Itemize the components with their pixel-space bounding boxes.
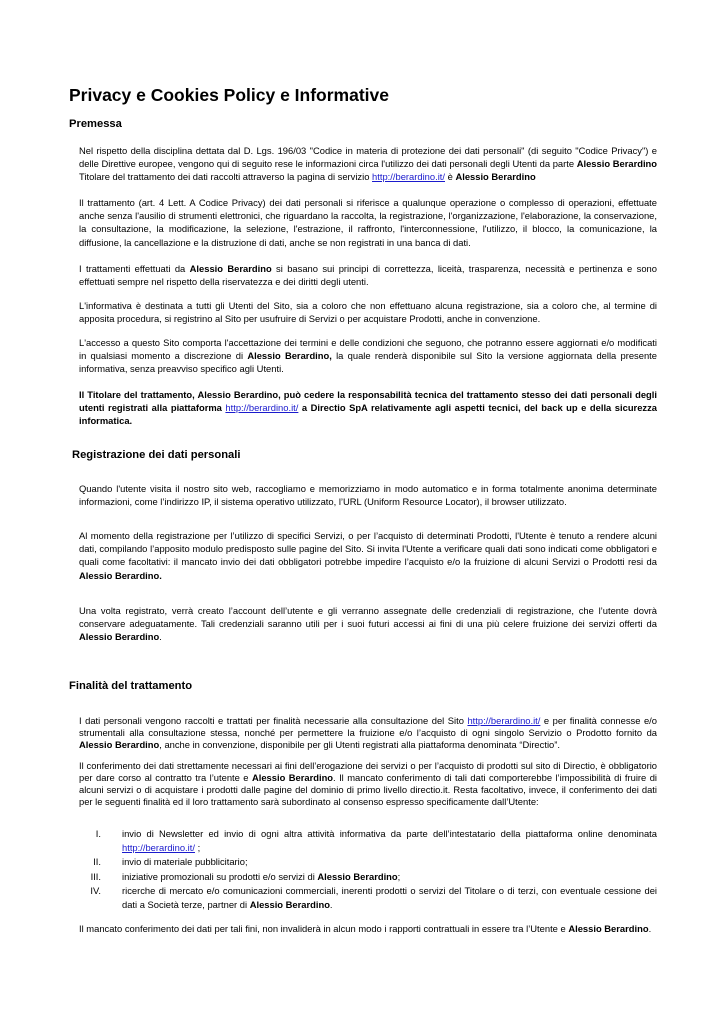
bold-text: Alessio Berardino <box>79 739 160 750</box>
text: invio di materiale pubblicitario; <box>122 856 248 868</box>
site-link[interactable]: http://berardino.it/ <box>467 715 541 726</box>
list-item <box>79 870 657 884</box>
list-item <box>79 855 657 869</box>
paragraph-finalita-1 <box>79 715 657 751</box>
site-link[interactable]: http://berardino.it/ <box>225 402 299 414</box>
text: I trattamenti effettuati da <box>79 263 190 274</box>
purpose-list <box>79 827 657 912</box>
text: . Il mancato conferimento di tali dati comporterebbe l’impossibilità di fruire di alcuni servizi o di acquistare i prodotti dalle pagine del dominio di primo livello directio.it. Resta facoltativo, invece, il conferimento dei dati per le seguenti finalità ed il loro trattamento sarà subordinato al consenso espresso specificamente dall’Utente: <box>79 772 657 807</box>
text: Titolare del trattamento dei dati raccolti attraverso la pagina di servizio <box>79 171 373 183</box>
text: . <box>159 631 162 643</box>
text: è <box>445 171 456 183</box>
site-link[interactable]: http://berardino.it/ <box>372 171 445 183</box>
text: iniziative promozionali su prodotti e/o servizi di <box>122 870 318 882</box>
text: . <box>329 899 333 911</box>
list-number: IV. <box>90 884 101 896</box>
text: , anche in convenzione, disponibile per gli Utenti registrati alla piattaforma denominata “Directio”. <box>159 739 560 750</box>
list-item <box>79 827 657 855</box>
bold-text: Alessio Berardino <box>576 158 657 170</box>
text: Il conferimento dei dati strettamente necessari ai fini dell’erogazione dei servizi o per l’acquisto di prodotti sul sito di Directio, è obbligatorio per dare corso al contratto tra l’utente e <box>79 760 657 783</box>
bold-text: Alessio Berardino. <box>79 569 162 581</box>
bold-text: Alessio Berardino <box>455 171 536 183</box>
text: L'accesso a questo Sito comporta l'accettazione dei termini e delle condizioni che seguono, che potranno essere aggiornati e/o modificati in qualsiasi momento a discrezione di <box>79 337 657 362</box>
page-title: Privacy e Cookies Policy e Informative <box>69 85 390 105</box>
text: Una volta registrato, verrà creato l’account dell’utente e gli verranno assegnate delle credenziali di registrazione, che l’utente dovrà conservare adeguatamente. Tali credenziali saranno utili per i suoi futuri accessi ai fini di una più celere fruizione dei servizi offerti da <box>79 605 657 630</box>
paragraph-premessa-6 <box>79 388 657 428</box>
bold-text: Alessio Berardino <box>189 263 272 274</box>
text: invio di Newsletter ed invio di ogni altra attività informativa da parte dell’intestatario della piattaforma online denominata <box>122 828 657 839</box>
paragraph-premessa-5 <box>79 336 657 376</box>
paragraph-registrazione-3 <box>79 604 657 644</box>
section-heading-registrazione: Registrazione dei dati personali <box>72 449 241 461</box>
paragraph-finalita-2 <box>79 760 657 808</box>
site-link[interactable]: http://berardino.it/ <box>122 842 195 854</box>
text: . <box>648 923 652 934</box>
paragraph-registrazione-2 <box>79 529 657 582</box>
bold-text: Alessio Berardino <box>317 870 398 882</box>
bold-text: Alessio Berardino, <box>247 350 332 362</box>
text: ; <box>397 870 401 882</box>
text: si basano sui principi di correttezza, liceità, trasparenza, necessità e pertinenza e sono effettuati sempre nel rispetto della riservatezza e dei diritti degli utenti. <box>79 263 657 288</box>
section-heading-finalita: Finalità del trattamento <box>69 680 193 692</box>
paragraph-registrazione-1: Quando l'utente visita il nostro sito web, raccogliamo e memorizziamo in modo automatico e in forma totalmente anonima determinate informazioni, come l’indirizzo IP, il sistema operativo utilizzato, l’URL (Uniform Resource Locator), il browser utilizzato. <box>79 483 657 508</box>
bold-text: Alessio Berardino <box>251 772 334 783</box>
text: ; <box>194 842 201 854</box>
list-number: II. <box>93 856 101 868</box>
paragraph-premessa-2: Il trattamento (art. 4 Lett. A Codice Privacy) dei dati personali si riferisce a qualunque operazione o complesso di operazioni, effettuate anche senza l'ausilio di strumenti elettronici, che riguardano la raccolta, la registrazione, l'organizzazione, l'elaborazione, la conservazione, la consultazione, la modificazione, la selezione, l'estrazione, il raffronto, l'interconnessione, l'utilizzo, il blocco, la comunicazione, la diffusione, la cancellazione e la distruzione di dati, anche se non registrati in una banca di dati. <box>79 197 657 248</box>
bold-text: a Directio SpA relativamente agli aspetti tecnici, del back up e della sicurezza informatica. <box>79 402 657 427</box>
bold-text: Alessio Berardino <box>79 631 160 643</box>
paragraph-premessa-1 <box>79 144 657 184</box>
text: Al momento della registrazione per l’utilizzo di specifici Servizi, o per l’acquisto di determinati Prodotti, l'Utente è tenuto a rendere alcuni dati, compilando l’apposito modulo predisposto sulle pagine del Sito. Si invita l'Utente a verificare quali dati sono indicati come obbligatori e quali come facoltativi: il mancato invio dei dati obbligatori potrebbe impedire l’acquisto e/o la fruizione di alcuni Servizi o Prodotti resi da <box>79 530 657 568</box>
list-number: III. <box>90 870 101 882</box>
text: e per finalità connesse e/o strumentali alla consultazione stessa, nonché per permettere la fruizione e/o l’acquisto di ogni singolo Servizio o Prodotto fornito da <box>79 715 657 738</box>
paragraph-premessa-4: L'informativa è destinata a tutti gli Utenti del Sito, sia a coloro che non effettuano alcuna registrazione, sia a coloro che, al termine di apposita procedura, si registrino al Sito per usufruire di Servizi o per acquistare Prodotti, anche in convenzione. <box>79 300 657 325</box>
text: ricerche di mercato e/o comunicazioni commerciali, inerenti prodotti o servizi del Titolare o di terzi, con eventuale cessione dei dati a Società terze, partner di <box>122 884 657 911</box>
section-heading-premessa: Premessa <box>69 118 122 130</box>
text: la quale renderà disponibile sul Sito la versione aggiornata della presente informativa, senza preavviso specifico agli Utenti. <box>79 350 657 375</box>
paragraph-premessa-3 <box>79 262 657 288</box>
bold-text: Il Titolare del trattamento, Alessio Berardino, può cedere la responsabilità tecnica del trattamento stesso dei dati personali degli utenti registrati alla piattaforma <box>79 389 657 414</box>
bold-text: Alessio Berardino <box>568 923 649 934</box>
bold-text: Alessio Berardino <box>249 899 330 911</box>
text: I dati personali vengono raccolti e trattati per finalità necessarie alla consultazione del Sito <box>79 715 468 726</box>
list-item <box>79 884 657 912</box>
text: Nel rispetto della disciplina dettata dal D. Lgs. 196/03 "Codice in materia di protezione dei dati personali" (di seguito "Codice Privacy") e delle Direttive europee, vengono qui di seguito rese le informazioni circa l'utilizzo dei dati personali degli Utenti da parte <box>79 145 657 170</box>
list-number: I. <box>95 828 101 839</box>
paragraph-finalita-3 <box>79 922 657 935</box>
text: Il mancato conferimento dei dati per tali fini, non invaliderà in alcun modo i rapporti contrattuali in essere tra l’Utente e <box>79 923 569 934</box>
